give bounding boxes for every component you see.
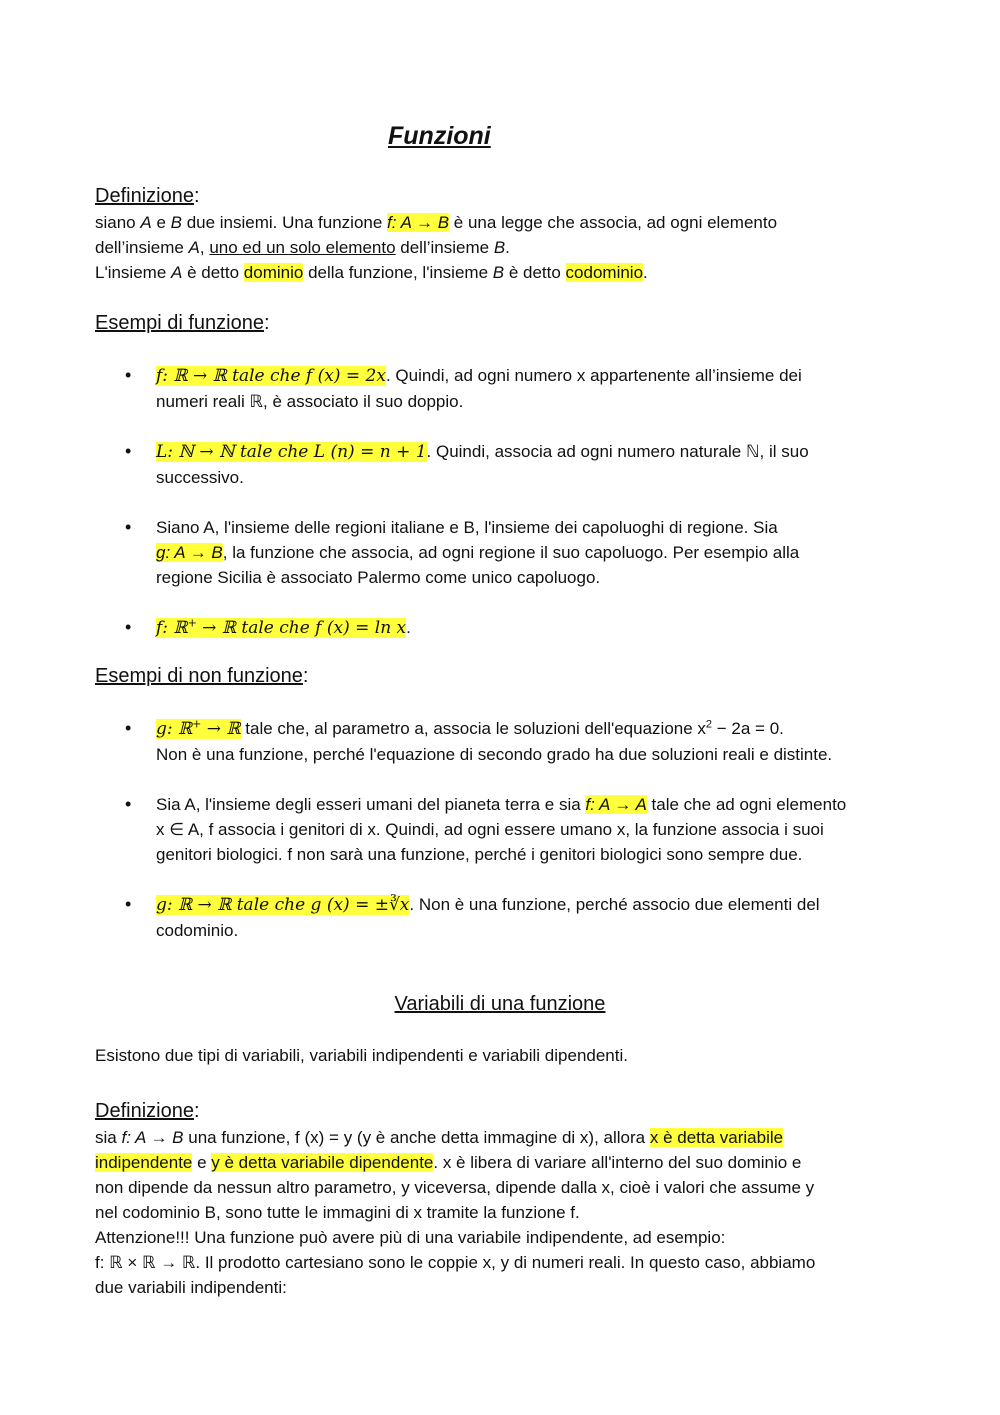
definition-line-5: Attenzione!!! Una funzione può avere più di una variabile indipendente, ad esempio: [95,1228,726,1247]
list-item [95,615,915,641]
underlined-phrase: uno ed un solo elemento [209,238,396,257]
text: è una legge che associa, ad ogni elemento [449,213,778,232]
text: siano [95,213,141,232]
set-a: A [171,263,183,282]
examples-list [95,363,915,641]
function-map-highlight: g: A → B [156,543,223,562]
heading-colon: : [193,1100,200,1122]
definition-paragraph [95,1125,915,1300]
text: numeri reali ℝ, è associato il suo doppio. [156,392,464,411]
superscript: + [187,616,197,630]
text: . Quindi, associa ad ogni numero naturale ℕ, il suo [426,442,809,461]
text: x ∈ A, f associa i genitori di x. Quindi, ad ogni essere umano x, la funzione associa i suoi [156,820,824,839]
formula-highlight: g: ℝ [156,719,193,739]
text: , la funzione che associa, ad ogni regione il suo capoluogo. Per esempio alla [222,543,800,562]
text: . [505,238,510,257]
text: e [151,213,171,232]
formula-highlight: f: ℝ → ℝ tale che f (x) = 2x [156,366,386,386]
text: dell’insieme [95,238,189,257]
text: . [406,618,411,637]
definition-heading-text: Definizione [95,185,194,207]
heading-colon: : [263,312,270,334]
text: . Non è una funzione, perché associo due elementi del [409,895,820,914]
text: due insiemi. Una funzione [181,213,388,232]
function-map-highlight: f: A → B [387,213,450,232]
formula-highlight: f: ℝ [156,618,188,638]
definition-line-3: non dipende da nessun altro parametro, y viceversa, dipende dalla x, cioè i valori che assume y [95,1178,815,1197]
text: − 2a = 0. [712,719,784,738]
text: tale che, al parametro a, associa le soluzioni dell'equazione x [240,719,706,738]
nonexamples-list [95,716,915,943]
function-map-highlight: f: A → A [585,795,647,814]
list-item [95,892,915,943]
superscript: 2 [705,718,713,731]
text: . [643,263,648,282]
section-heading: Variabili di una funzione [394,993,606,1015]
text: regione Sicilia è associato Palermo come unico capoluogo. [156,568,601,587]
text: è detto [504,263,566,282]
definition-line-2 [95,235,915,260]
list-item [95,515,915,590]
text: una funzione, f (x) = y (y è anche detta immagine di x), allora [183,1128,650,1147]
definition-line-1 [95,210,915,235]
nonexamples-heading-text: Esempi di non funzione [95,665,303,687]
list-item [95,439,915,490]
text: • Siano A, l'insieme delle regioni italiane e B, l'insieme dei capoluoghi di regione. Sia [156,518,778,537]
definition-heading-text: Definizione [95,1100,194,1122]
list-item [95,716,915,767]
definition-line-7: due variabili indipendenti: [95,1278,287,1297]
text: Non è una funzione, perché l'equazione di secondo grado ha due soluzioni reali e distinte. [156,745,833,764]
set-a: A [140,213,152,232]
text: della funzione, l'insieme [303,263,493,282]
heading-colon: : [193,185,200,207]
text: genitori biologici. f non sarà una funzione, perché i genitori biologici sono sempre due. [156,845,803,864]
formula-highlight: → ℝ tale che f (x) = ln x [196,618,407,638]
heading-colon: : [302,665,309,687]
dominio-highlight: dominio [243,263,304,282]
nonexamples-heading [95,663,915,689]
set-b: B [493,238,506,257]
text: e [192,1153,212,1172]
examples-heading-text: Esempi di funzione [95,312,264,334]
text: codominio. [156,921,239,940]
definition-paragraph [95,210,915,285]
definition-line-6: f: ℝ × ℝ → ℝ. Il prodotto cartesiano sono le coppie x, y di numeri reali. In questo caso, abbiamo [95,1253,816,1272]
text: L'insieme [95,263,172,282]
definition-heading [95,183,915,209]
superscript: + [192,717,202,731]
page-title: Funzioni [388,122,491,150]
text: tale che ad ogni elemento [646,795,847,814]
text: , [199,238,210,257]
list-item [95,792,915,867]
text: . x è libera di variare all'interno del suo dominio e [433,1153,802,1172]
function-map: f: A → B [121,1128,184,1147]
list-item [95,363,915,414]
independent-variable-highlight: x è detta variabile [649,1128,784,1147]
dependent-variable-highlight: y è detta variabile dipendente [211,1153,434,1172]
definition-line-2 [95,1150,915,1175]
formula-highlight: g: ℝ → ℝ tale che g (x) = ±∛x [156,895,410,915]
examples-heading [95,310,915,336]
definition-heading [95,1098,915,1124]
definition-line-1 [95,1125,915,1150]
set-b: B [170,213,182,232]
definition-line-3 [95,260,915,285]
text: dell’insieme [395,238,494,257]
text: è detto [182,263,244,282]
text: successivo. [156,468,244,487]
formula-highlight: → ℝ [201,719,241,739]
set-b: B [492,263,505,282]
formula-highlight: L: ℕ → ℕ tale che L (n) = n + 1 [156,442,427,462]
set-a: A [188,238,200,257]
text: Sia A, l'insieme degli esseri umani del pianeta terra e sia [156,795,586,814]
text: sia [95,1128,122,1147]
variables-intro: Esistono due tipi di variabili, variabili indipendenti e variabili dipendenti. [95,1046,628,1065]
text: . Quindi, ad ogni numero x appartenente all’insieme dei [385,366,802,385]
definition-line-4: nel codominio B, sono tutte le immagini di x tramite la funzione f. [95,1203,580,1222]
codominio-highlight: codominio [565,263,644,282]
independent-variable-highlight: indipendente [95,1153,193,1172]
